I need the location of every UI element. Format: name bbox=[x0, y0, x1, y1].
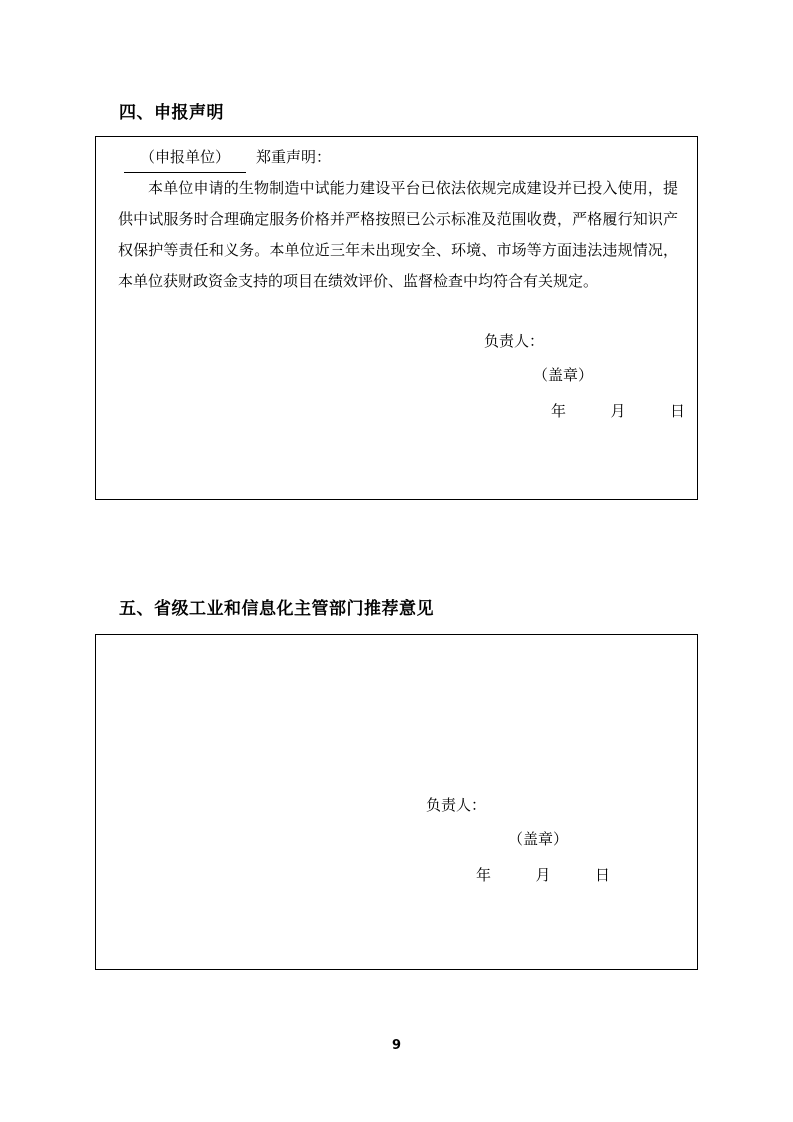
recommendation-day-label: 日 bbox=[595, 868, 612, 884]
declaration-solemnly-declare-text: 郑重声明： bbox=[256, 150, 332, 166]
declaration-year-label: 年 bbox=[551, 404, 568, 420]
declaration-signature-block bbox=[96, 327, 699, 427]
recommendation-responsible-person-label: 负责人： bbox=[426, 798, 487, 814]
recommendation-month-label: 月 bbox=[535, 868, 552, 884]
section-heading-recommendation: 五、省级工业和信息化主管部门推荐意见 bbox=[119, 599, 434, 619]
declaration-seal-label: （盖章） bbox=[533, 368, 594, 384]
declaration-first-line bbox=[124, 145, 331, 173]
declaration-day-label: 日 bbox=[670, 404, 687, 420]
recommendation-box bbox=[95, 634, 698, 970]
declaration-month-label: 月 bbox=[610, 404, 627, 420]
recommendation-seal-label: （盖章） bbox=[508, 832, 569, 848]
declaration-body-text: 本单位申请的生物制造中试能力建设平台已依法依规完成建设并已投入使用，提供中试服务时合理确定服务价格并严格按照已公示标准及范围收费，严格履行知识产权保护等责任和义务。本单位近三年未出现安全、环境、市场等方面违法违规情况，本单位获财政资金支持的项目在绩效评价、监督检查中均符合有关规定。 bbox=[118, 181, 678, 290]
recommendation-date-line bbox=[96, 861, 699, 891]
recommendation-signature-block bbox=[96, 791, 699, 891]
page-number: 9 bbox=[391, 1038, 402, 1053]
declaration-box bbox=[95, 136, 698, 500]
section-heading-declaration: 四、申报声明 bbox=[119, 103, 224, 123]
declaration-date-line bbox=[96, 397, 699, 427]
declaration-unit-blank[interactable]: （申报单位） bbox=[124, 145, 246, 173]
recommendation-year-label: 年 bbox=[476, 868, 493, 884]
declaration-responsible-person-label: 负责人： bbox=[484, 334, 545, 350]
